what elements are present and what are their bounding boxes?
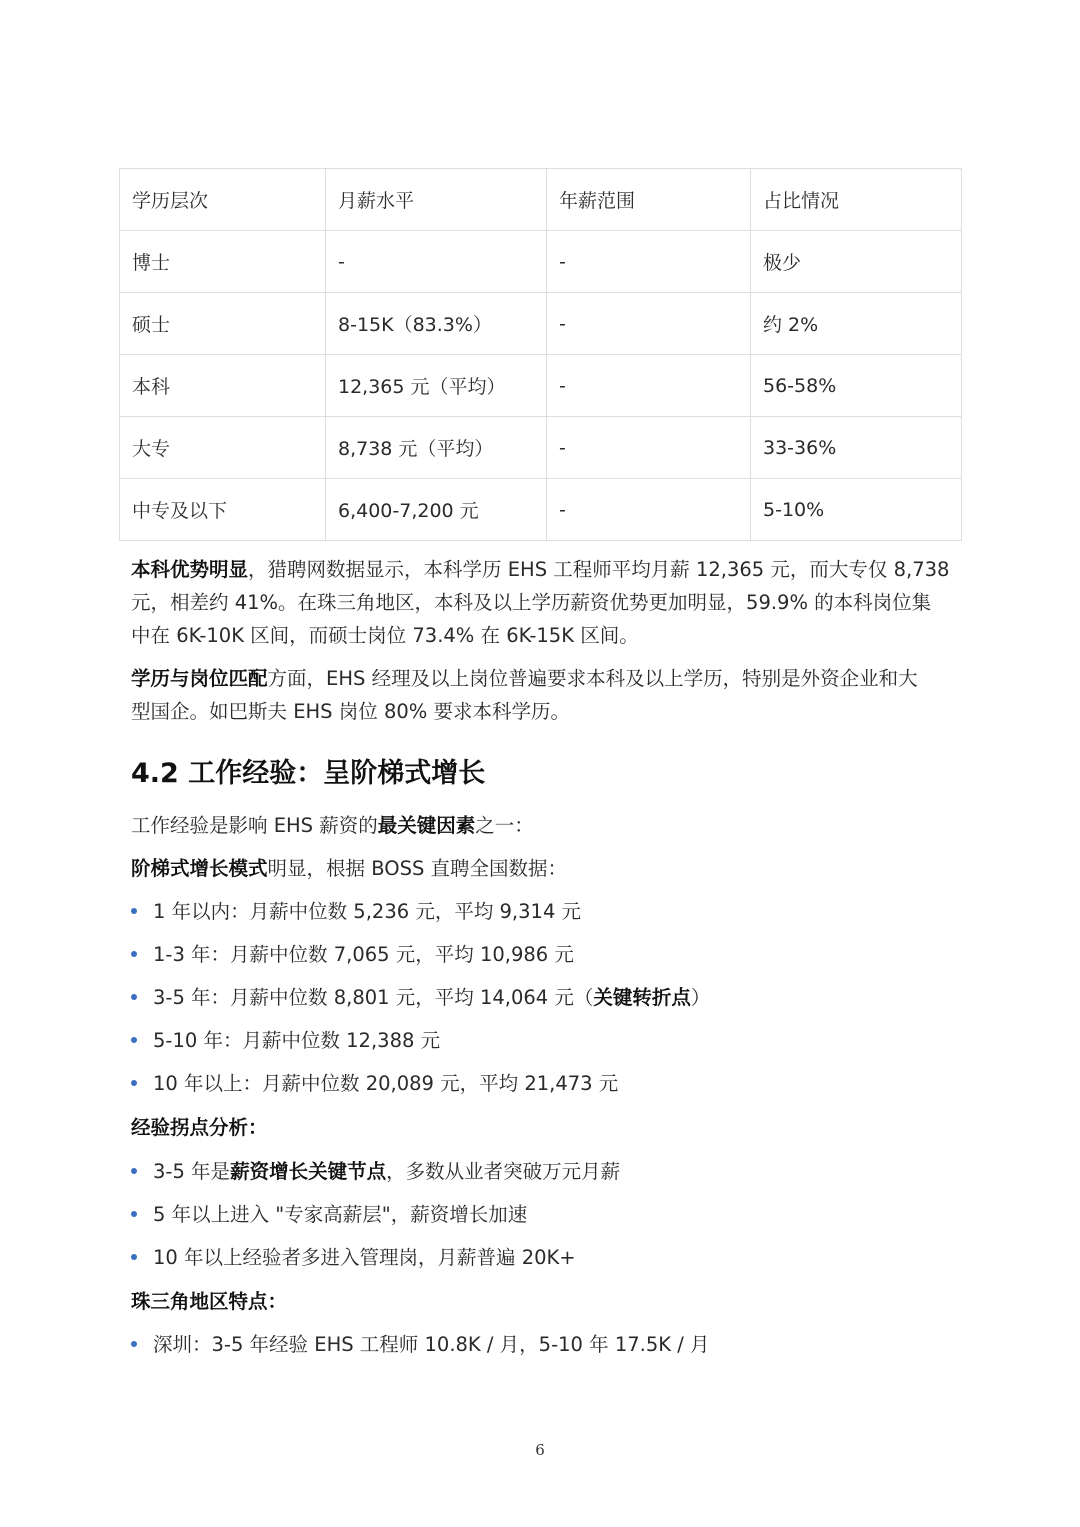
table-cell: - <box>326 231 547 293</box>
table-cell: - <box>547 231 751 293</box>
page-number: 6 <box>535 1441 545 1459</box>
paragraph-line: 中在 6K-10K 区间，而硕士岗位 73.4% 在 6K-15K 区间。 <box>131 624 639 647</box>
table-header-cell: 学历层次 <box>120 169 326 231</box>
table-row <box>120 355 962 417</box>
bullet-icon <box>131 994 137 1000</box>
paragraph-line: 元，相差约 41%。在珠三角地区，本科及以上学历薪资优势更加明显，59.9% 的本科岗位集 <box>131 591 932 614</box>
table-cell: 12,365 元（平均） <box>326 355 547 417</box>
intro-line: 工作经验是影响 EHS 薪资的最关键因素之一： <box>131 814 534 837</box>
table-cell: 中专及以下 <box>120 479 326 541</box>
table-cell: 极少 <box>751 231 962 293</box>
list-item: 10 年以上经验者多进入管理岗，月薪普遍 20K+ <box>131 1244 576 1272</box>
table-cell: 约 2% <box>751 293 962 355</box>
inflection-heading: 经验拐点分析： <box>131 1116 268 1139</box>
bold-lead: 学历与岗位匹配 <box>131 667 268 690</box>
table-header-cell: 月薪水平 <box>326 169 547 231</box>
bold-lead: 本科优势明显 <box>131 558 249 581</box>
bullet-icon <box>131 1080 137 1086</box>
section-heading: 4.2 工作经验：呈阶梯式增长 <box>131 758 486 789</box>
list-item: 3-5 年：月薪中位数 8,801 元，平均 14,064 元（关键转折点） <box>131 984 710 1012</box>
table-cell: 本科 <box>120 355 326 417</box>
table-header-cell: 占比情况 <box>751 169 962 231</box>
list-item: 10 年以上：月薪中位数 20,089 元，平均 21,473 元 <box>131 1070 618 1098</box>
table-row <box>120 479 962 541</box>
table-cell: 大专 <box>120 417 326 479</box>
region-heading: 珠三角地区特点： <box>131 1290 288 1313</box>
paragraph-degree-match <box>131 662 961 728</box>
bullet-icon <box>131 908 137 914</box>
paragraph-line: 本科优势明显，猎聘网数据显示，本科学历 EHS 工程师平均月薪 12,365 元，而大专仅 8,738 <box>131 558 950 581</box>
paragraph-line: 型国企。如巴斯夫 EHS 岗位 80% 要求本科学历。 <box>131 700 570 723</box>
table-row <box>120 231 962 293</box>
table-cell: 5-10% <box>751 479 962 541</box>
table-cell: 博士 <box>120 231 326 293</box>
table-cell: - <box>547 355 751 417</box>
list-item: 3-5 年是薪资增长关键节点，多数从业者突破万元月薪 <box>131 1158 620 1186</box>
table-header-row <box>120 169 962 231</box>
bullet-icon <box>131 1037 137 1043</box>
education-salary-table <box>119 168 962 541</box>
list-item: 深圳：3-5 年经验 EHS 工程师 10.8K / 月，5-10 年 17.5K / 月 <box>131 1331 710 1359</box>
paragraph-bachelor-advantage <box>131 553 961 652</box>
bullet-icon <box>131 1211 137 1217</box>
table-header-cell: 年薪范围 <box>547 169 751 231</box>
table-cell: 6,400-7,200 元 <box>326 479 547 541</box>
table-cell: 硕士 <box>120 293 326 355</box>
list-item: 5-10 年：月薪中位数 12,388 元 <box>131 1027 440 1055</box>
table-row <box>120 293 962 355</box>
bullet-icon <box>131 1168 137 1174</box>
table-cell: 56-58% <box>751 355 962 417</box>
bullet-icon <box>131 1254 137 1260</box>
table-cell: - <box>547 479 751 541</box>
bullet-icon <box>131 1341 137 1347</box>
table-cell: 8,738 元（平均） <box>326 417 547 479</box>
list-item: 1-3 年：月薪中位数 7,065 元，平均 10,986 元 <box>131 941 574 969</box>
table-cell: 8-15K（83.3%） <box>326 293 547 355</box>
pattern-line: 阶梯式增长模式明显，根据 BOSS 直聘全国数据： <box>131 857 568 880</box>
table-row <box>120 417 962 479</box>
bullet-icon <box>131 951 137 957</box>
table-cell: - <box>547 293 751 355</box>
table-cell: - <box>547 417 751 479</box>
list-item: 1 年以内：月薪中位数 5,236 元，平均 9,314 元 <box>131 898 581 926</box>
table-cell: 33-36% <box>751 417 962 479</box>
paragraph-line: 学历与岗位匹配方面，EHS 经理及以上岗位普遍要求本科及以上学历，特别是外资企业和大 <box>131 667 918 690</box>
list-item: 5 年以上进入 "专家高薪层"，薪资增长加速 <box>131 1201 527 1229</box>
